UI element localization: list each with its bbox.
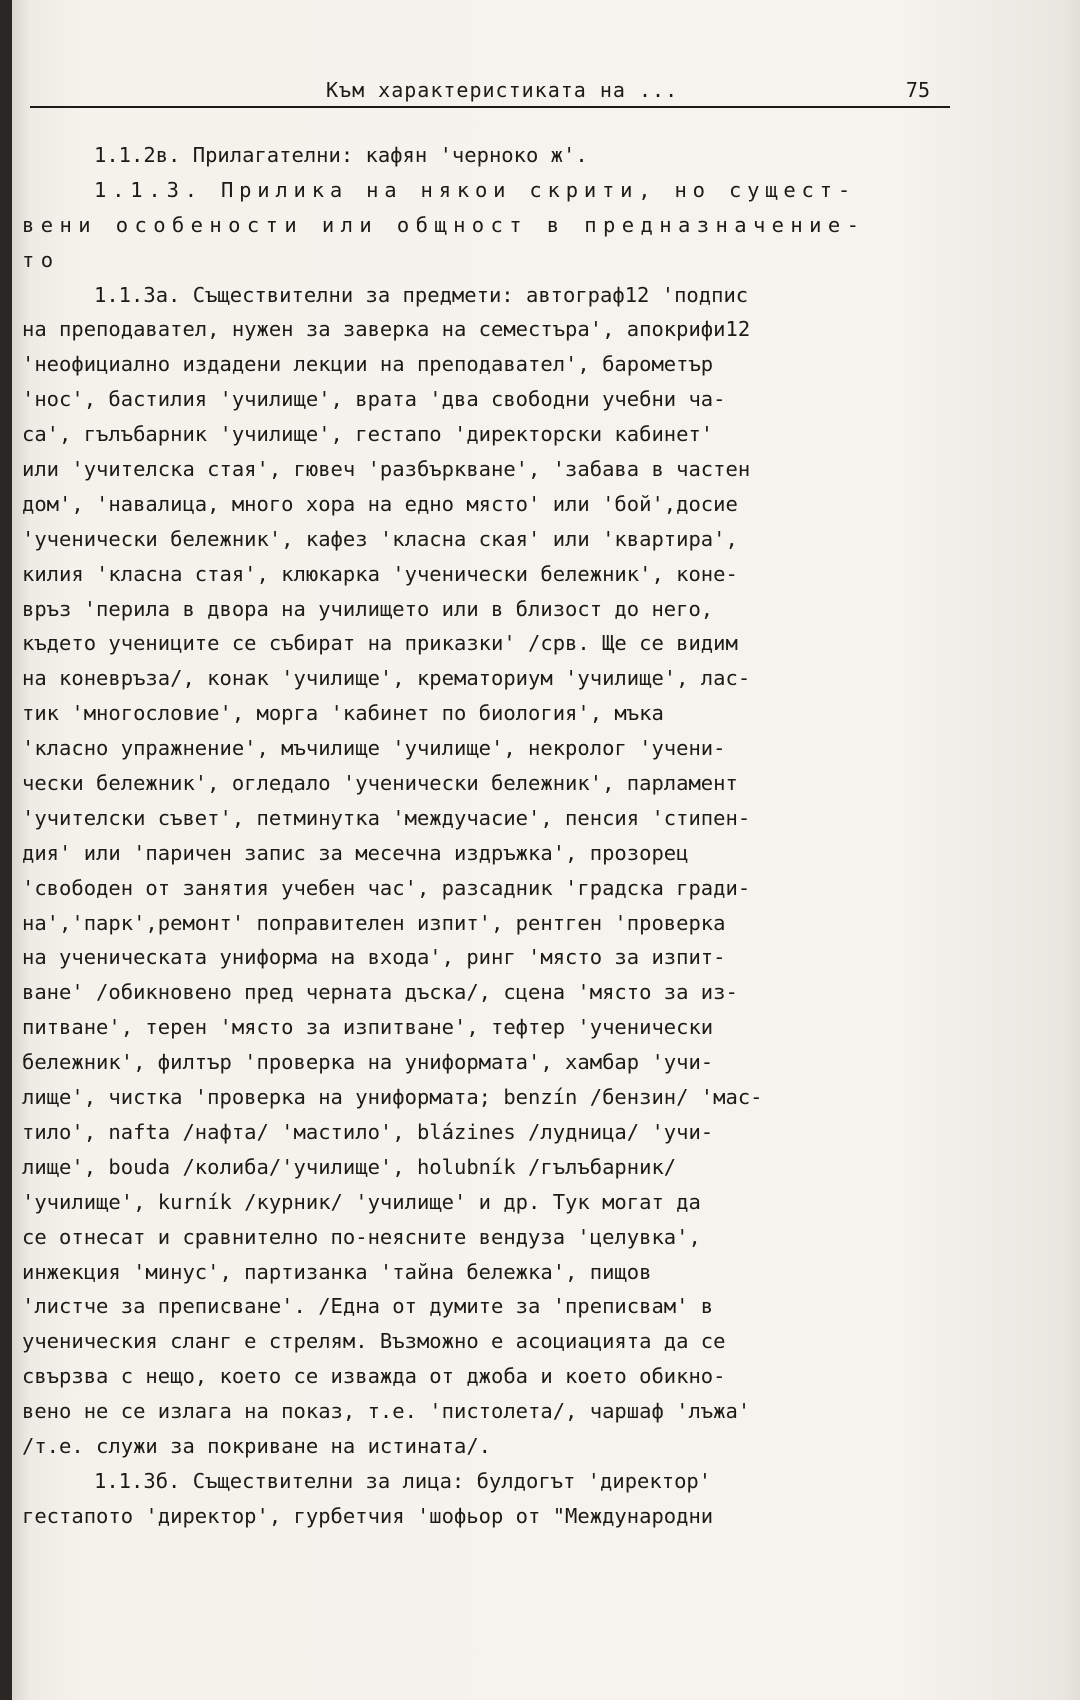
text-line: ученическия сланг е стрелям. Възможно е асоциацията да се xyxy=(22,1329,726,1354)
text-line: питване', терен 'място за изпитване', тефтер 'ученически xyxy=(22,1015,714,1040)
text-line: лище', чистка 'проверка на униформата; benzín /бензин/ 'мас- xyxy=(22,1085,763,1110)
text-line: на ученическата униформа на входа', ринг 'място за изпит- xyxy=(22,945,726,970)
text-line: тик 'многословие', морга 'кабинет по биология', мъка xyxy=(22,701,664,726)
text-line: вени особености или общност в предназначение- xyxy=(22,212,866,237)
text-line: 'учителски съвет', петминутка 'междучасие', пенсия 'стипен- xyxy=(22,805,751,830)
text-line: то xyxy=(22,247,60,272)
text-line: 'ученически бележник', кафез 'класна ская' или 'квартира', xyxy=(22,526,738,551)
text-line: ване' /обикновено пред черната дъска/, сцена 'място за из- xyxy=(22,980,738,1005)
text-line: дом', 'навалица, много хора на едно място' или 'бой',досие xyxy=(22,491,738,516)
running-header xyxy=(30,72,950,108)
text-line: свързва с нещо, което се изважда от джоба и което обикно- xyxy=(22,1364,726,1389)
text-line: на','парк',ремонт' поправителен изпит', рентген 'проверка xyxy=(22,910,726,935)
text-line: се отнесат и сравнително по-неясните вендуза 'целувка', xyxy=(22,1224,701,1249)
text-line: 'свободен от занятия учебен час', разсадник 'градска гради- xyxy=(22,875,751,900)
text-line: 1.1.2в. Прилагателни: кафян 'черноко ж'. xyxy=(94,143,588,167)
text-line: 'неофициално издадени лекции на преподавател', барометър xyxy=(22,352,714,377)
body-text xyxy=(22,138,952,1534)
text-line: 1.1.3а. Съществителни за предмети: автограф12 'подпис xyxy=(94,282,749,307)
text-line: гестапото 'директор', гурбетчия 'шофьор от "Международни xyxy=(22,1503,714,1528)
text-line: 'училище', kurník /курник/ 'училище' и др. Тук могат да xyxy=(22,1189,701,1214)
text-line: на преподавател, нужен за заверка на семестъра', апокрифи12 xyxy=(22,317,751,342)
running-title: Към характеристиката на ... xyxy=(326,78,679,102)
text-line: 'листче за преписване'. /Една от думите за 'преписвам' в xyxy=(22,1294,714,1319)
text-line: бележник', филтър 'проверка на униформата', хамбар 'учи- xyxy=(22,1050,714,1075)
text-line: 'класно упражнение', мъчилище 'училище', некролог 'учени- xyxy=(22,736,726,761)
text-line: където учениците се събират на приказки' /срв. Ще се видим xyxy=(22,631,738,656)
text-line: на коневръза/, конак 'училище', крематориум 'училище', лас- xyxy=(22,666,751,691)
text-line: килия 'класна стая', клюкарка 'ученически бележник', коне- xyxy=(22,561,738,586)
text-line: или 'учителска стая', гювеч 'разбъркване', 'забава в частен xyxy=(22,457,751,482)
text-line: връз 'перила в двора на училището или в близост до него, xyxy=(22,596,714,621)
text-line: инжекция 'минус', партизанка 'тайна бележка', пищов xyxy=(22,1259,652,1284)
text-line: 'нос', бастилия 'училище', врата 'два свободни учебни ча- xyxy=(22,387,726,412)
text-line: 1.1.3б. Съществителни за лица: булдогът 'директор' xyxy=(94,1468,712,1493)
page-number: 75 xyxy=(905,78,930,102)
text-line: дия' или 'паричен запис за месечна издръжка', прозорец xyxy=(22,840,689,865)
text-line: тило', nafta /нафта/ 'мастило', blázines /лудница/ 'учи- xyxy=(22,1119,714,1144)
text-line: вено не се излага на показ, т.е. 'пистолета/, чаршаф 'лъжа' xyxy=(22,1399,751,1424)
text-line: чески бележник', огледало 'ученически бележник', парламент xyxy=(22,771,738,796)
text-line: са', гълъбарник 'училище', гестапо 'директорски кабинет' xyxy=(22,422,714,447)
text-line: /т.е. служи за покриване на истината/. xyxy=(22,1433,491,1458)
text-line: лище', bouda /колиба/'училище', holubník /гълъбарник/ xyxy=(22,1154,677,1179)
text-line: 1.1.3. Прилика на някои скрити, но сущест- xyxy=(94,177,856,202)
